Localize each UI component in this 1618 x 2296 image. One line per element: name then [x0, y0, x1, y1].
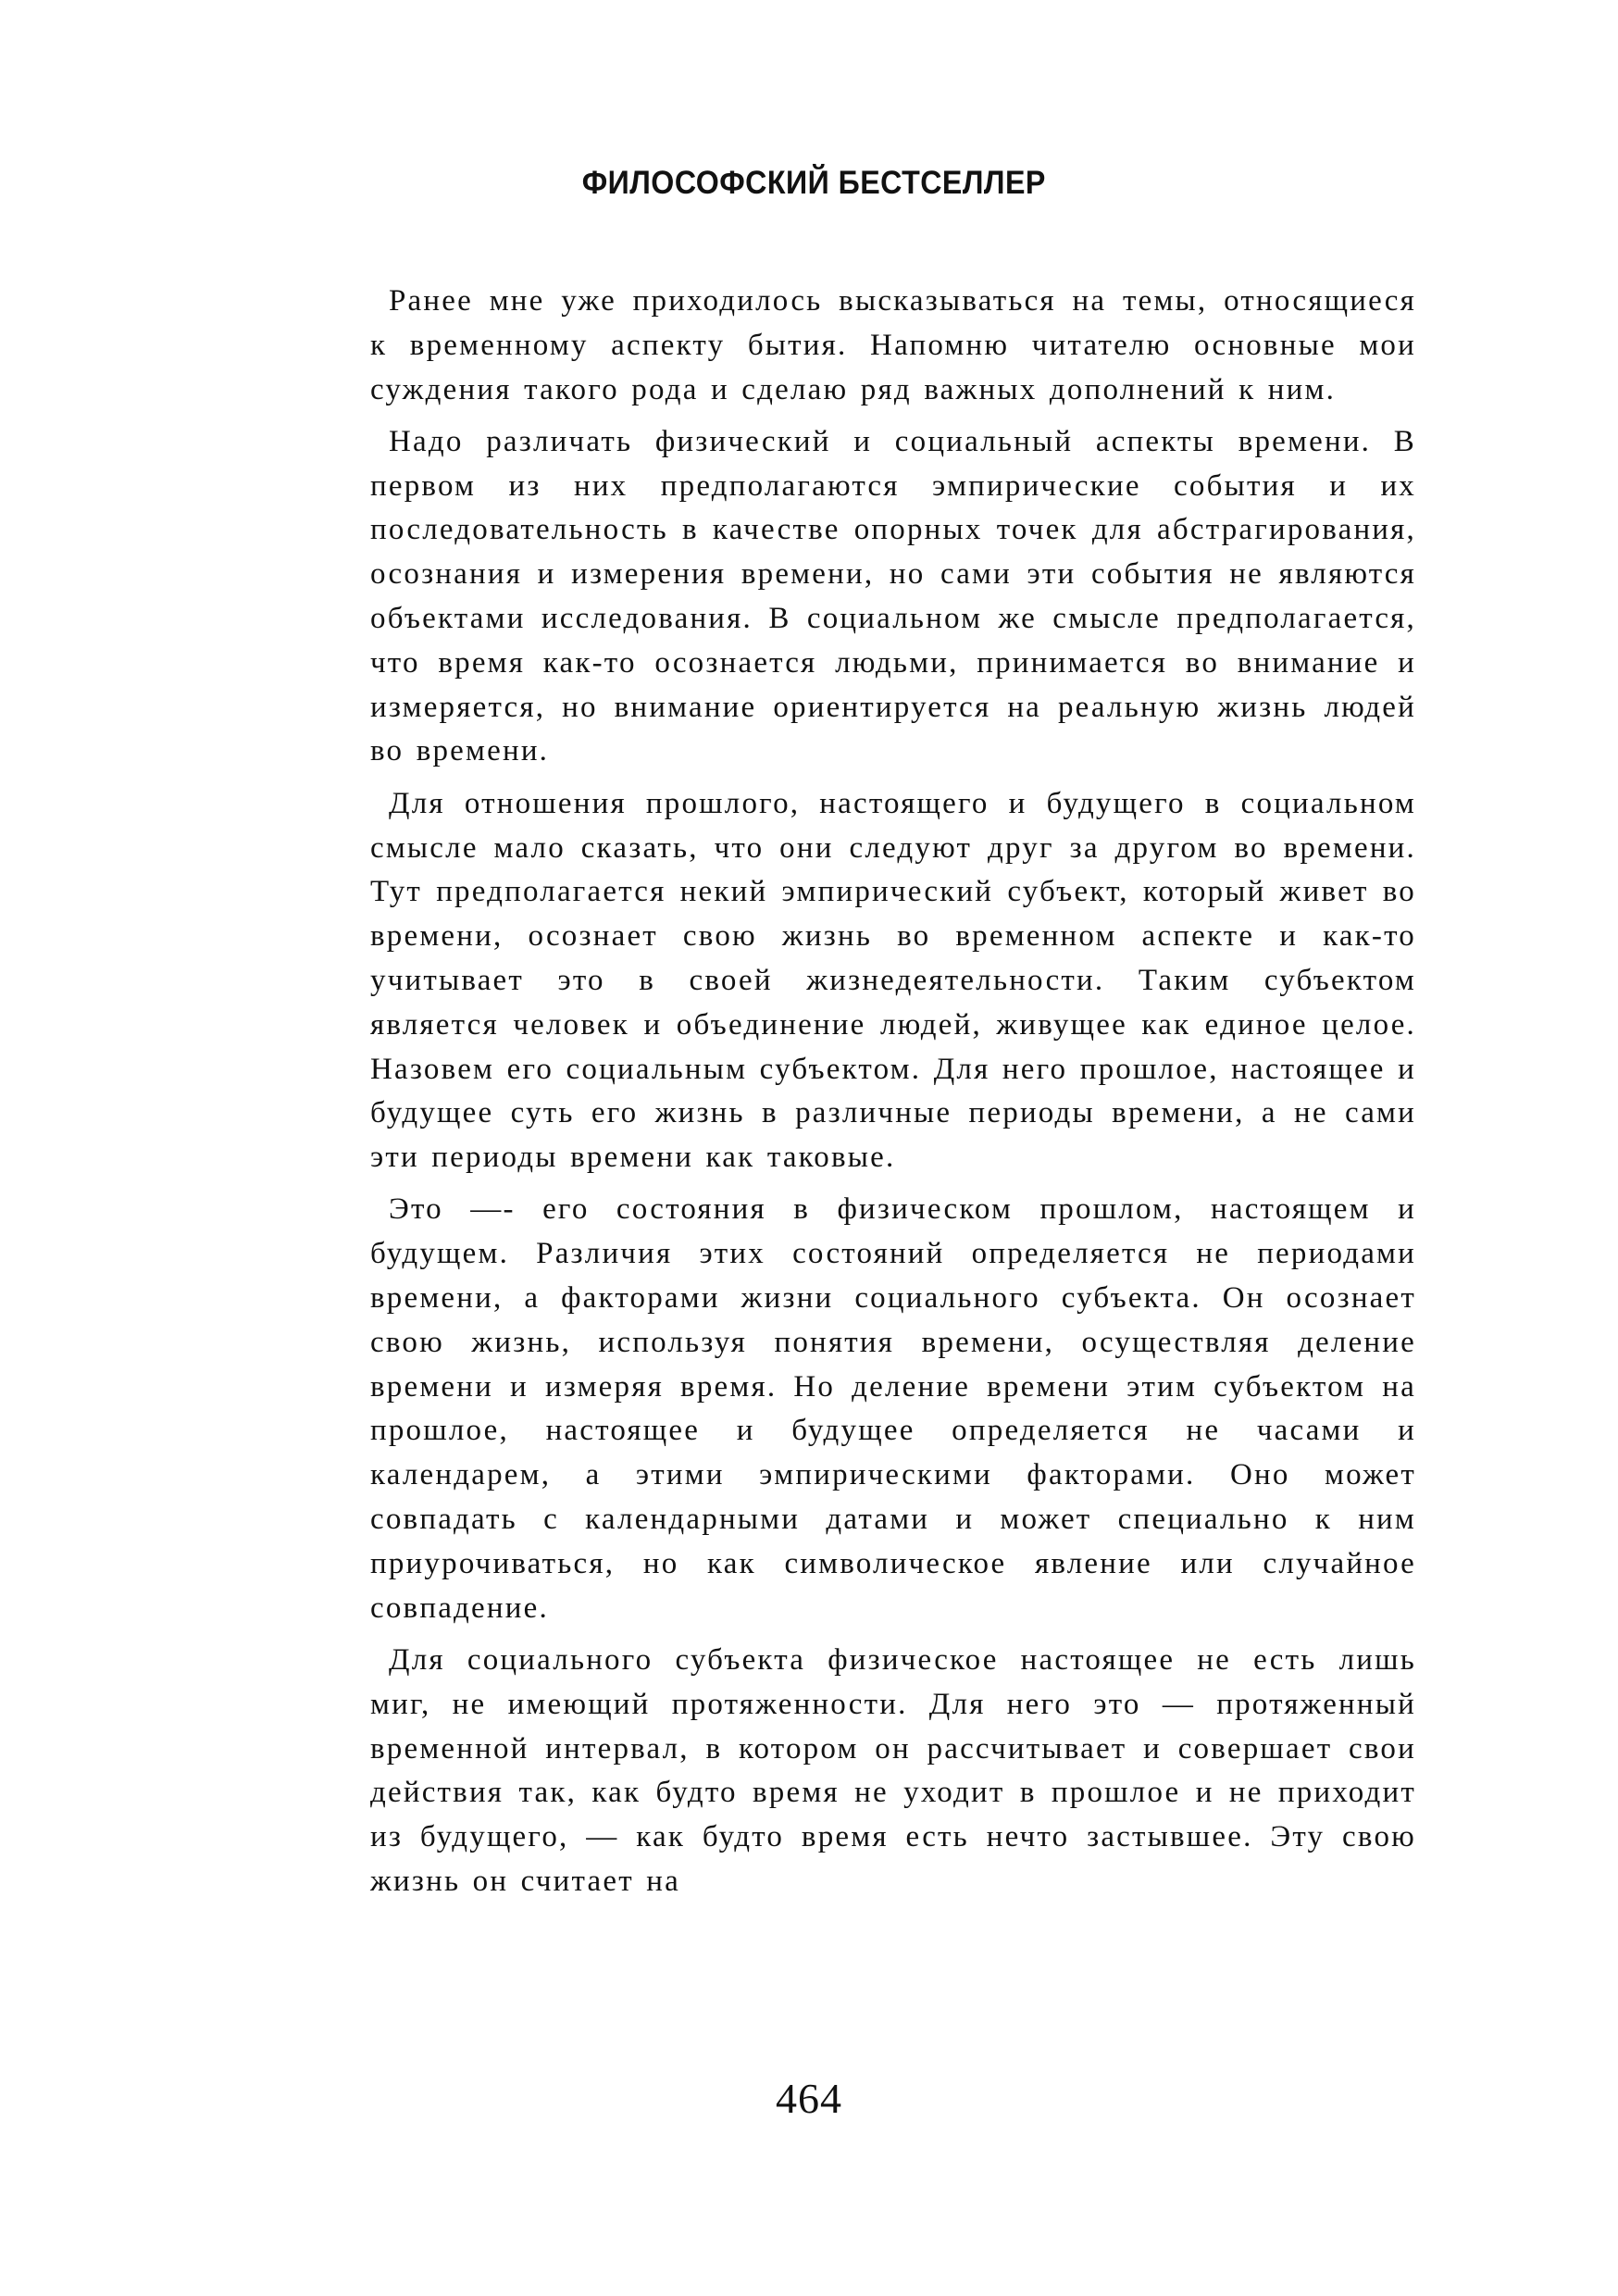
paragraph: Для социального субъекта физическое настоящее не есть лишь миг, не имеющий протяженности. Для него это — протяженный временной интервал, в котором он рассчитывает и совершает свои действия так, как будто время не уходит в прошлое и не приходит из будущего, — как будто время есть нечто застывшее. Эту свою жизнь он считает на — [370, 1642, 1416, 1898]
page-number: 464 — [776, 2075, 842, 2122]
body-text — [370, 280, 1416, 1912]
running-head-title: ФИЛОСОФСКИЙ БЕСТСЕЛЛЕР — [581, 165, 1046, 201]
paragraph: Для отношения прошлого, настоящего и будущего в социальном смысле мало сказать, что они следуют друг за другом во времени. Тут предполагается некий эмпирический субъект, который живет во времени, осознает свою жизнь во временном аспекте и как-то учитывает это в своей жизнедеятельности. Таким субъектом является человек и объединение людей, живущее как единое целое. Назовем его социальным субъектом. Для него прошлое, настоящее и будущее суть его жизнь в различные периоды времени, а не сами эти периоды времени как таковые. — [370, 786, 1416, 1175]
paragraph: Ранее мне уже приходилось высказываться на темы, относящиеся к временному аспекту бытия. Напомню читателю основные мои суждения такого рода и сделаю ряд важных дополнений к ним. — [370, 284, 1416, 406]
paragraph: Это —- его состояния в физическом прошлом, настоящем и будущем. Различия этих состояний определяется не периодами времени, а факторами жизни социального субъекта. Он осознает свою жизнь, используя понятия времени, осуществляя деление времени и измеряя время. Но деление времени этим субъектом на прошлое, настоящее и будущее определяется не часами и календарем, а этими эмпирическими факторами. Оно может совпадать с календарными датами и может специально к ним приурочиваться, но как символическое явление или случайное совпадение. — [370, 1192, 1416, 1625]
paragraph: Надо различать физический и социальный аспекты времени. В первом из них предполагаются эмпирические события и их последовательность в качестве опорных точек для абстрагирования, осознания и измерения времени, но сами эти события не являются объектами исследования. В социальном же смысле предполагается, что время как-то осознается людьми, принимается во внимание и измеряется, но внимание ориентируется на реальную жизнь людей во времени. — [370, 424, 1416, 768]
